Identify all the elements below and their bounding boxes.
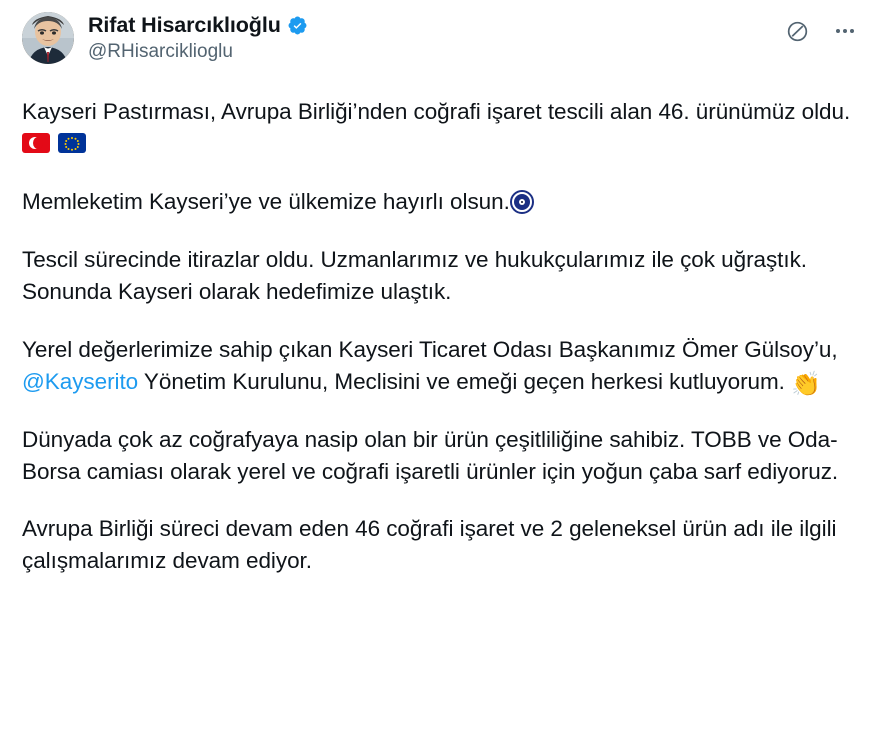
- nazar-amulet-emoji: [510, 190, 534, 214]
- author-display-name[interactable]: Rifat Hisarcıklıoğlu: [88, 13, 281, 37]
- grok-icon[interactable]: [784, 18, 810, 44]
- turkey-flag-emoji: [22, 133, 50, 153]
- paragraph-4-text-after: Yönetim Kurulunu, Meclisini ve emeği geçen herkesi kutluyorum.: [138, 368, 792, 394]
- author-identity[interactable]: [88, 12, 784, 63]
- tweet-paragraph-3: Tescil sürecinde itirazlar oldu. Uzmanlarımız ve hukukçularımız ile çok uğraştık. Sonunda Kayseri olarak hedefimize ulaştık.: [22, 246, 807, 304]
- tweet-paragraph-1: [22, 96, 858, 160]
- paragraph-1-text: Kayseri Pastırması, Avrupa Birliği’nden coğrafi işaret tescili alan 46. ürünümüz oldu.: [22, 99, 851, 124]
- more-options-icon[interactable]: [832, 18, 858, 44]
- tweet-paragraph-6: Avrupa Birliği süreci devam eden 46 coğrafi işaret ve 2 geleneksel ürün adı ile ilgili çalışmalarımız devam ediyor.: [22, 516, 837, 574]
- avatar[interactable]: [22, 12, 74, 64]
- tweet-paragraph-2: [22, 186, 858, 218]
- clapping-hands-emoji: 👏: [791, 370, 821, 398]
- author-name-row: [88, 14, 784, 38]
- tweet-header: [22, 12, 858, 74]
- tweet-paragraph-4: [22, 334, 858, 398]
- tweet-header-actions: [784, 12, 858, 44]
- tweet-body: [22, 96, 858, 577]
- author-handle[interactable]: @RHisarciklioglu: [88, 40, 233, 62]
- european-union-flag-emoji: [58, 133, 86, 153]
- paragraph-2-text: Memleketim Kayseri’ye ve ülkemize hayırlı olsun.: [22, 188, 510, 214]
- tweet-paragraph-5: Dünyada çok az coğrafyaya nasip olan bir ürün çeşitliliğine sahibiz. TOBB ve Oda-Borsa camiası olarak yerel ve coğrafi işaretli ürünler için yoğun çaba sarf ediyoruz.: [22, 426, 839, 484]
- paragraph-4-text-before: Yerel değerlerimize sahip çıkan Kayseri Ticaret Odası Başkanımız Ömer Gülsoy’u,: [22, 336, 838, 362]
- verified-badge-icon: [287, 15, 308, 36]
- mention-link-kayserito[interactable]: @Kayserito: [22, 368, 139, 394]
